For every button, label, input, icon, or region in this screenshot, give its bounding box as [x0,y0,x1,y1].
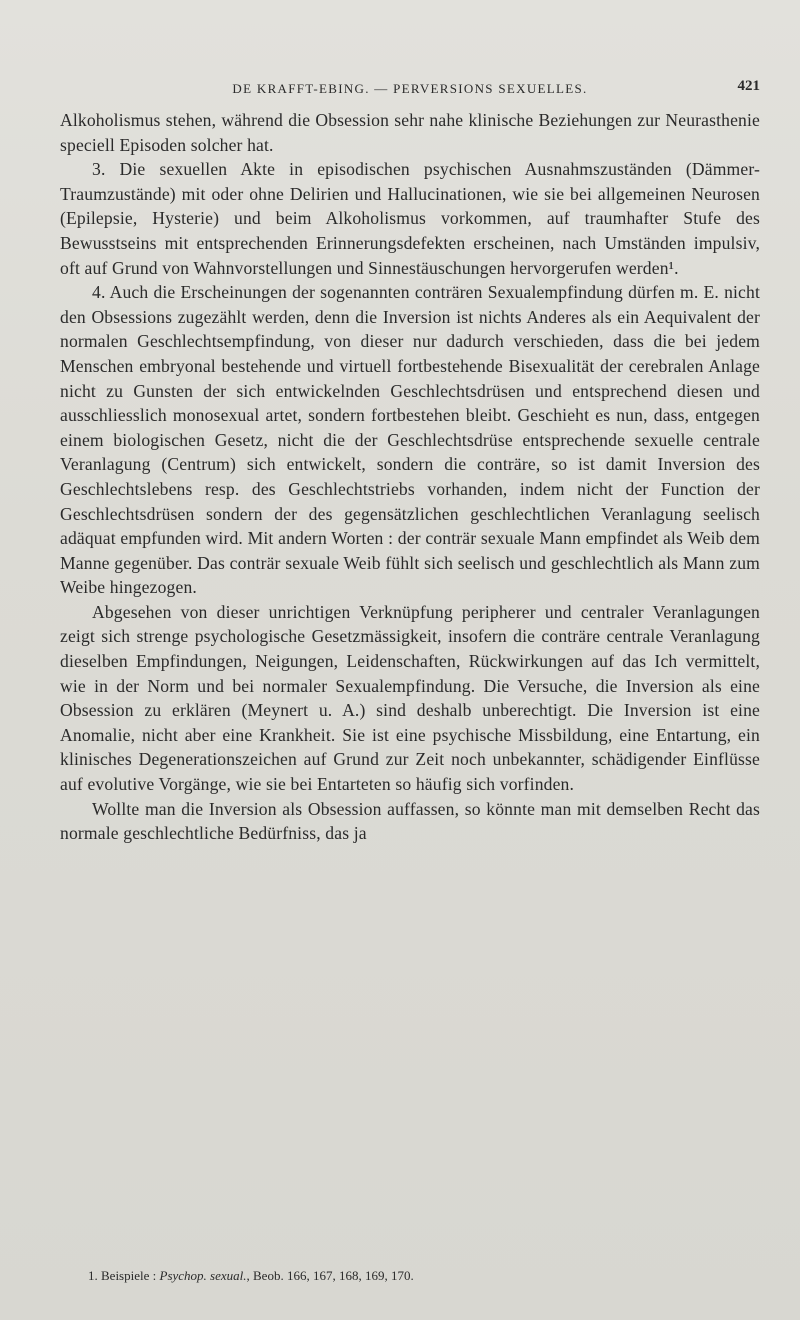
footnote-title: Psychop. sexual. [159,1268,247,1283]
running-head: DE KRAFFT-EBING. — PERVERSIONS SEXUELLES. [232,81,588,96]
paragraph-item-4: 4. Auch die Erscheinungen der sogenannten conträren Sexualempfindung dürfen m. E. nicht den Obsessions zugezählt werden, denn die Inversion ist nichts Anderes als ein Aequivalent der normalen Geschlechtsempfindung, von dieser nur dadurch verschieden, dass die bei jedem Menschen embryonal bestehende und virtuell fortbestehende Bisexualität der cerebralen Anlage nicht zu Gunsten der sich entwickelnden Geschlechtsdrüsen und entsprechend diesen und ausschliesslich monosexual artet, sondern fortbestehen bleibt. Geschieht es nun, dass, entgegen einem biologischen Gesetz, nicht die der Geschlechtsdrüse entsprechende sexuelle centrale Veranlagung (Centrum) sich entwickelt, sondern die conträre, so ist damit Inversion des Geschlechtslebens resp. des Geschlechtstriebs vorhanden, indem nicht der Function der Geschlechtsdrüsen sondern der des gegensätzlichen geschlechtlichen Veranlagung seelisch adäquat empfunden wird. Mit andern Worten : der conträr sexuale Mann empfindet als Weib dem Manne gegenüber. Das conträr sexuale Weib fühlt sich seelisch und geschlechtlich als Mann zum Weibe hingezogen. [60,282,760,598]
body-text [60,108,760,846]
footnote-suffix: , Beob. 166, 167, 168, 169, 170. [246,1268,414,1283]
footnote-prefix: 1. Beispiele : [88,1268,160,1283]
page-number: 421 [737,78,760,94]
paragraph-abgesehen: Abgesehen von dieser unrichtigen Verknüpfung peripherer und centraler Veranlagungen zeigt sich strenge psychologische Gesetzmässigkeit, insofern die conträre centrale Veranlagung dieselben Empfindungen, Neigungen, Leidenschaften, Rückwirkungen auf das Ich vermittelt, wie in der Norm und bei normaler Sexualempfindung. Die Versuche, die Inversion als eine Obsession zu erklären (Meynert u. A.) sind deshalb unberechtigt. Die Inversion ist eine Anomalie, nicht aber eine Krankheit. Sie ist eine psychische Missbildung, eine Entartung, ein klinisches Degenerationszeichen auf Grund zur Zeit noch unbekannter, schädigender Einflüsse auf evolutive Vorgänge, wie sie bei Entarteten so häufig sich vorfinden. [60,601,760,795]
footnote [88,1268,748,1284]
paragraph-wollte: Wollte man die Inversion als Obsession auffassen, so könnte man mit demselben Recht das normale geschlechtliche Bedürfniss, das ja [60,798,760,844]
paragraph-item-3: 3. Die sexuellen Akte in episodischen psychischen Ausnahmszuständen (Dämmer-Traumzustände) mit oder ohne Delirien und Hallucinationen, wie sie bei allgemeinen Neurosen (Epilepsie, Hysterie) und beim Alkoholismus vorkommen, auf traumhafter Stufe des Bewusstseins mit entsprechenden Erinnerungsdefekten erscheinen, nach Umständen impulsiv, oft auf Grund von Wahnvorstellungen und Sinnestäuschungen hervorgerufen werden¹. [60,159,760,278]
page-header [60,78,760,102]
paragraph-continuation: Alkoholismus stehen, während die Obsession sehr nahe klinische Beziehungen zur Neurasthenie speciell Episoden solcher hat. [60,110,760,155]
